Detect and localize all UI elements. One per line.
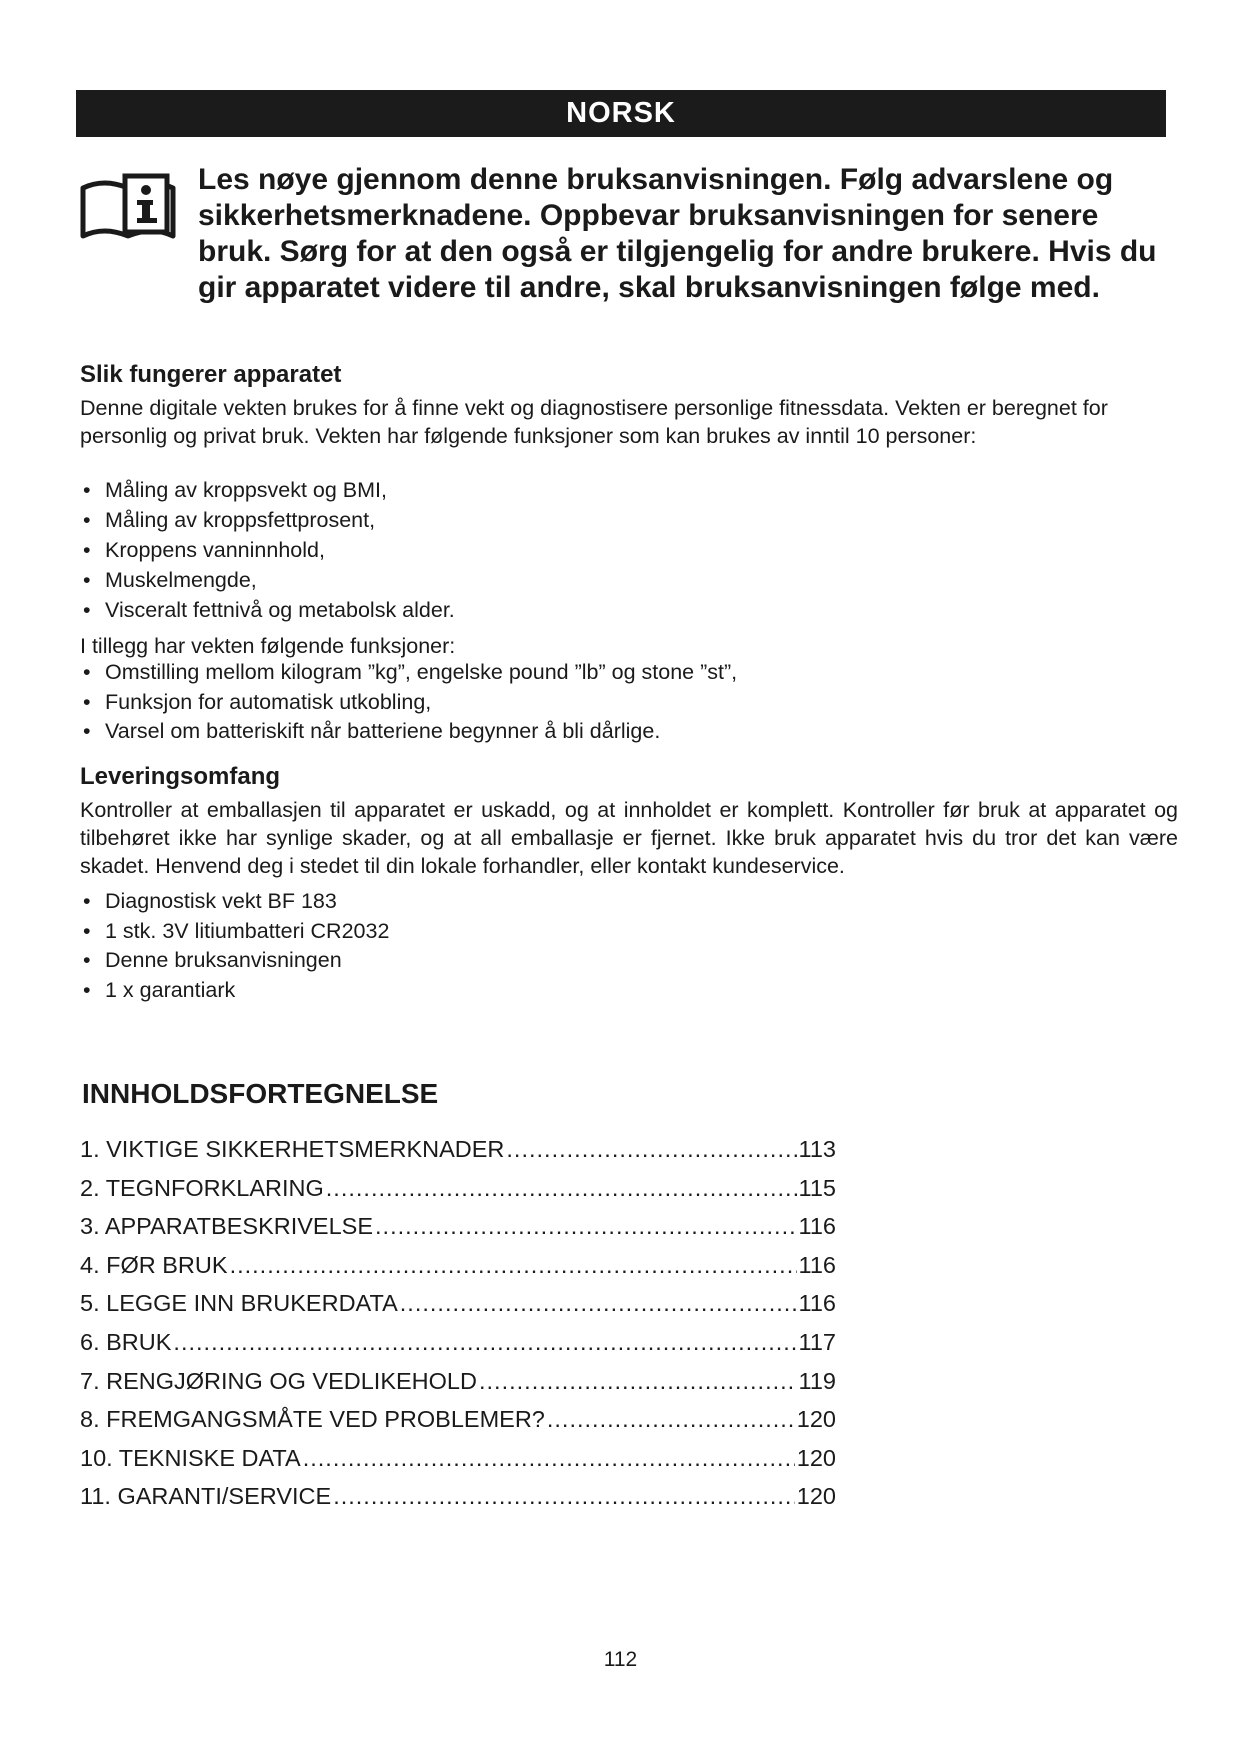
toc-entry[interactable]: [80, 1477, 836, 1516]
function-list: [80, 475, 455, 625]
list-item: • Muskelmengde,: [80, 565, 455, 595]
table-of-contents: [80, 1130, 836, 1516]
toc-entry-title: 1. VIKTIGE SIKKERHETSMERKNADER: [80, 1136, 505, 1162]
function-paragraph: Denne digitale vekten brukes for å finne vekt og diagnostisere personlige fitnessdata. Vekten er beregnet for personlig og privat bruk. Vekten har følgende funksjoner som kan brukes av inntil 10 personer:: [80, 396, 1108, 448]
toc-entry-title: 8. FREMGANGSMÅTE VED PROBLEMER?: [80, 1406, 545, 1433]
toc-leader: [173, 1323, 796, 1362]
section-heading-delivery: Leveringsomfang: [80, 763, 281, 790]
toc-entry-page: 116: [798, 1251, 836, 1278]
toc-entry-page: 116: [798, 1290, 836, 1317]
toc-entry-title: 6. BRUK: [80, 1328, 172, 1355]
list-item: • Denne bruksanvisningen: [80, 946, 389, 976]
toc-leader: [479, 1362, 797, 1401]
toc-entry-page: 117: [798, 1328, 836, 1355]
toc-entry[interactable]: [80, 1169, 836, 1208]
intro-notice: Les nøye gjennom denne bruksanvisningen. Følg advarslene og sikkerhetsmerknadene. Oppbevar bruksanvisningen for senere bruk. Sørg for at den også er tilgjengelig for andre brukere. Hvis du gir apparatet videre til andre, skal bruksanvisningen følge med.: [198, 163, 1157, 304]
toc-entry[interactable]: [80, 1284, 836, 1323]
extra-functions-intro: I tillegg har vekten følgende funksjoner:: [80, 634, 456, 658]
toc-entry-page: 120: [796, 1406, 836, 1433]
toc-entry-page: 120: [796, 1444, 836, 1471]
toc-entry[interactable]: [80, 1130, 836, 1169]
toc-entry[interactable]: [80, 1400, 836, 1439]
list-item: • Måling av kroppsfettprosent,: [80, 505, 455, 535]
toc-entry[interactable]: [80, 1323, 836, 1362]
toc-entry-page: 120: [796, 1483, 836, 1510]
toc-entry-title: 7. RENGJØRING OG VEDLIKEHOLD: [80, 1367, 477, 1394]
list-item: • Visceralt fettnivå og metabolsk alder.: [80, 595, 455, 625]
toc-entry-title: 4. FØR BRUK: [80, 1251, 228, 1278]
toc-entry-title: 2. TEGNFORKLARING: [80, 1174, 324, 1201]
toc-entry-page: 119: [798, 1367, 836, 1394]
toc-entry[interactable]: [80, 1207, 836, 1246]
toc-leader: [506, 1130, 796, 1169]
list-item: • 1 stk. 3V litiumbatteri CR2032: [80, 917, 389, 947]
toc-leader: [326, 1169, 797, 1208]
delivery-paragraph: Kontroller at emballasjen til apparatet er uskadd, og at innholdet er komplett. Kontroller før bruk at apparatet og tilbehøret ikke har synlige skader, og at all emballasje er fjernet. Ikke bruk apparatet hvis du tror det kan være skadet. Henvend deg i stedet til din lokale forhandler, eller kontakt kundeservice.: [80, 798, 1178, 878]
toc-entry-title: 3. APPARATBESKRIVELSE: [80, 1213, 374, 1240]
toc-entry[interactable]: [80, 1362, 836, 1401]
list-item: • Funksjon for automatisk utkobling,: [80, 688, 737, 718]
toc-entry-title: 11. GARANTI/SERVICE: [80, 1483, 332, 1510]
toc-entry-page: 115: [798, 1174, 836, 1201]
toc-entry-title: 5. LEGGE INN BRUKERDATA: [80, 1290, 398, 1317]
list-item: • Måling av kroppsvekt og BMI,: [80, 475, 455, 505]
delivery-list: [80, 887, 389, 1005]
list-item: • Diagnostisk vekt BF 183: [80, 887, 389, 917]
toc-leader: [303, 1439, 795, 1478]
toc-leader: [375, 1207, 797, 1246]
list-item: • Varsel om batteriskift når batteriene begynner å bli dårlige.: [80, 717, 737, 747]
toc-entry-title: 10. TEKNISKE DATA: [80, 1444, 301, 1471]
toc-title: INNHOLDSFORTEGNELSE: [82, 1078, 439, 1109]
language-header: [76, 90, 1166, 137]
list-item: • 1 x garantiark: [80, 976, 389, 1006]
toc-entry[interactable]: [80, 1439, 836, 1478]
toc-leader: [400, 1284, 797, 1323]
toc-entry-page: 113: [798, 1136, 836, 1162]
toc-leader: [230, 1246, 797, 1285]
page-number: 112: [603, 1648, 638, 1671]
list-item: • Omstilling mellom kilogram ”kg”, engelske pound ”lb” og stone ”st”,: [80, 658, 737, 688]
toc-leader: [547, 1400, 795, 1439]
section-heading-function: Slik fungerer apparatet: [80, 361, 342, 388]
info-book-icon: [80, 170, 176, 240]
extra-function-list: [80, 658, 737, 747]
toc-entry[interactable]: [80, 1246, 836, 1285]
list-item: • Kroppens vanninnhold,: [80, 535, 455, 565]
toc-entry-page: 116: [798, 1213, 836, 1240]
language-title: NORSK: [566, 97, 676, 129]
toc-leader: [333, 1477, 795, 1516]
